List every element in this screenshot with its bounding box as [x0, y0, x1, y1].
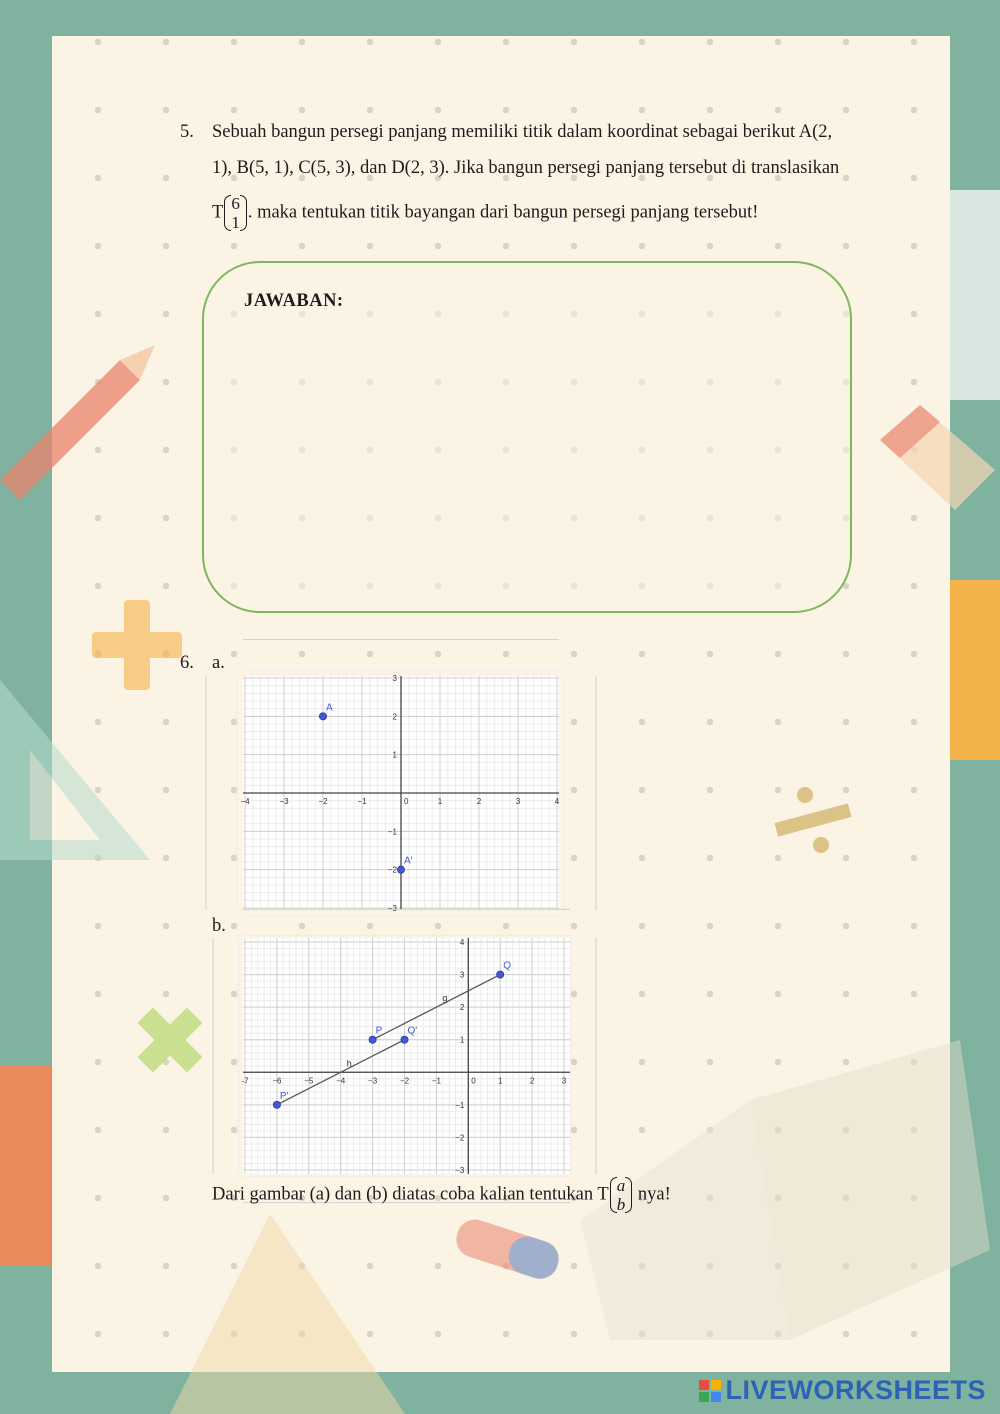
y-tick-label: −3 [455, 1166, 465, 1175]
point-label: P [375, 1025, 383, 1037]
question-5-line-2: 1), B(5, 1), C(5, 3), dan D(2, 3). Jika bangun persegi panjang tersebut di translasikan [212, 158, 840, 178]
translation-vector [224, 194, 247, 232]
origin-label: 0 [471, 1076, 476, 1086]
point-label: Q' [407, 1025, 418, 1037]
y-tick-label: 1 [392, 750, 397, 760]
brand-name: LIVEWORKSHEETS [725, 1375, 986, 1405]
right-strip-light [948, 190, 1000, 400]
question-6-prompt [212, 1176, 671, 1214]
answer-label: JAWABAN: [244, 291, 344, 311]
x-tick-label: −1 [431, 1076, 441, 1086]
y-tick-label: 2 [459, 1003, 465, 1013]
vector-bottom: 1 [231, 213, 240, 232]
point-label: A [326, 702, 333, 714]
point-q-prime [401, 1036, 408, 1043]
divide-sign-icon [775, 785, 855, 855]
y-tick-label: −1 [387, 827, 397, 837]
graph-b [243, 938, 570, 1174]
y-tick-label: −2 [455, 1133, 465, 1143]
ruler-illustration [150, 1214, 410, 1414]
point-label: P' [279, 1090, 289, 1102]
question-5-line-3 [212, 194, 758, 232]
triangle-ruler-illustration [0, 660, 160, 870]
x-tick-label: −2 [399, 1076, 410, 1086]
x-tick-label: 1 [437, 797, 443, 806]
x-tick-label: −2 [318, 797, 328, 806]
question-6a-label: a. [212, 653, 225, 673]
point-a [319, 713, 326, 720]
x-tick-label: −5 [304, 1076, 314, 1086]
x-tick-label: −3 [279, 797, 289, 806]
x-tick-label: 2 [476, 797, 482, 806]
vector-a: a [616, 1176, 626, 1195]
translation-vector-ab [610, 1176, 633, 1214]
x-tick-label: −4 [336, 1076, 346, 1086]
y-tick-label: 3 [459, 970, 465, 980]
y-tick-label: 2 [392, 712, 397, 722]
left-strip-orange [0, 1065, 52, 1265]
logo-squares-icon [699, 1380, 721, 1402]
y-tick-label: −2 [387, 865, 397, 875]
multiply-sign-icon [135, 1005, 205, 1075]
right-strip-orange [948, 580, 1000, 760]
x-tick-label: −4 [240, 797, 250, 806]
graph-a-plot [240, 674, 560, 913]
question-6-number: 6. [180, 653, 194, 673]
liveworksheets-logo[interactable] [699, 1375, 986, 1406]
x-tick-label: 4 [554, 797, 560, 806]
x-tick-label: 3 [515, 797, 521, 806]
pencil-illustration [0, 340, 170, 520]
question-5-number: 5. [180, 122, 194, 142]
graph-b-plot [243, 938, 570, 1174]
point-label: A' [404, 855, 413, 867]
graph-a [240, 674, 560, 913]
point-p-prime [273, 1101, 280, 1108]
eraser-illustration [870, 400, 1000, 520]
point-a-prime [397, 866, 404, 873]
y-tick-label: 1 [459, 1035, 465, 1045]
question-6-prompt-suffix: nya! [633, 1184, 671, 1205]
answer-box[interactable] [202, 261, 852, 613]
y-tick-label: 4 [459, 938, 465, 947]
question-5-line-1: Sebuah bangun persegi panjang memiliki titik dalam koordinat sebagai berikut A(2, [212, 122, 833, 142]
question-6-prompt-text: Dari gambar (a) dan (b) diatas coba kalian tentukan T [212, 1184, 609, 1205]
x-tick-label: −6 [272, 1076, 282, 1086]
origin-label: 0 [404, 797, 409, 806]
y-tick-label: −1 [455, 1100, 465, 1110]
segment-label: g [442, 993, 448, 1004]
segment-label: h [346, 1058, 352, 1069]
translation-symbol: T [212, 202, 224, 223]
y-tick-label: 3 [392, 674, 397, 683]
x-tick-label: −3 [368, 1076, 378, 1086]
x-tick-label: −1 [357, 797, 367, 806]
x-tick-label: 1 [497, 1076, 503, 1086]
point-q [497, 971, 504, 978]
y-tick-label: −3 [387, 904, 397, 913]
question-5-line-3-text: . maka tentukan titik bayangan dari bangun persegi panjang tersebut! [247, 202, 759, 223]
x-tick-label: 2 [529, 1076, 535, 1086]
vector-b: b [616, 1195, 626, 1214]
x-tick-label: 3 [561, 1076, 567, 1086]
question-6b-label: b. [212, 916, 226, 936]
point-p [369, 1036, 376, 1043]
eraser-blue-illustration [455, 1215, 565, 1285]
x-tick-label: -7 [241, 1076, 249, 1086]
vector-top: 6 [231, 194, 240, 213]
point-label: Q [503, 960, 511, 972]
